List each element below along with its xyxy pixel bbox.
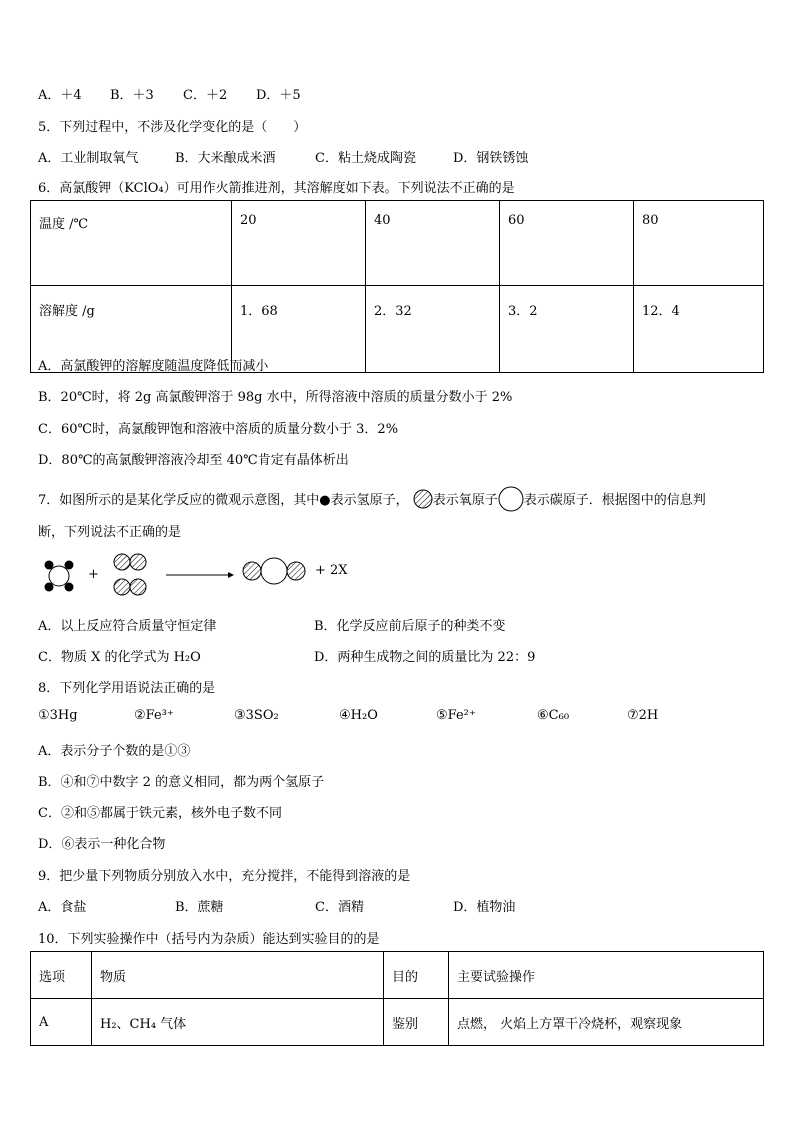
q9-option-a: A．食盐 bbox=[38, 900, 87, 915]
q5-stem: 5．下列过程中，不涉及化学变化的是（ ） bbox=[38, 120, 307, 135]
q7-stem bbox=[38, 486, 706, 512]
table-cell: A bbox=[31, 999, 92, 1046]
q8-option-b: B．④和⑦中数字 2 的意义相同，都为两个氢原子 bbox=[38, 775, 325, 790]
experiment-table bbox=[30, 951, 764, 1046]
q6-option-a: A．高氯酸钾的溶解度随温度降低而减小 bbox=[38, 359, 269, 374]
q7-stem-part: 表示氧原子 bbox=[432, 493, 498, 508]
carbon-atom-icon bbox=[498, 486, 524, 512]
q5-option-c: C．粘土烧成陶瓷 bbox=[315, 151, 416, 166]
q6-stem: 6．高氯酸钾（KClO₄）可用作火箭推进剂，其溶解度如下表。下列说法不正确的是 bbox=[38, 181, 515, 196]
table-header-cell: 主要试验操作 bbox=[449, 952, 764, 999]
q7-stem-part: 7．如图所示的是某化学反应的微观示意图，其中●表示氢原子， bbox=[38, 493, 409, 508]
reaction-arrow-icon bbox=[166, 572, 234, 578]
oxygen-molecules-icon bbox=[114, 554, 146, 595]
q9-option-b: B．蔗糖 bbox=[175, 900, 224, 915]
table-cell: 3．2 bbox=[500, 286, 634, 373]
table-row bbox=[31, 999, 764, 1046]
methane-molecule-icon bbox=[45, 561, 74, 592]
chem-symbol: ⑤Fe²⁺ bbox=[436, 708, 476, 723]
table-cell: 点燃， 火焰上方罩干冷烧杯，观察现象 bbox=[449, 999, 764, 1046]
table-cell: 80 bbox=[634, 201, 764, 286]
q10-stem: 10．下列实验操作中（括号内为杂质）能达到实验目的的是 bbox=[38, 932, 380, 947]
chem-symbol: ③3SO₂ bbox=[234, 708, 279, 723]
chem-symbol: ②Fe³⁺ bbox=[134, 708, 174, 723]
table-cell: 60 bbox=[500, 201, 634, 286]
chem-symbol: ⑦2H bbox=[627, 708, 659, 723]
chem-symbol: ①3Hg bbox=[38, 708, 78, 723]
reaction-product-x: + 2X bbox=[315, 563, 348, 578]
q4-option-a: A．＋4 bbox=[38, 88, 82, 103]
q4-option-d: D．＋5 bbox=[256, 88, 301, 103]
q5-option-d: D．钢铁锈蚀 bbox=[453, 151, 529, 166]
q7-stem-continued: 断，下列说法不正确的是 bbox=[38, 525, 182, 540]
q4-option-c: C．＋2 bbox=[183, 88, 228, 103]
q9-option-c: C．酒精 bbox=[315, 900, 364, 915]
solubility-table bbox=[30, 200, 764, 373]
table-cell: 12．4 bbox=[634, 286, 764, 373]
table-cell: 温度 /℃ bbox=[31, 201, 232, 286]
q7-option-b: B．化学反应前后原子的种类不变 bbox=[314, 619, 506, 634]
q6-option-c: C．60℃时，高氯酸钾饱和溶液中溶质的质量分数小于 3．2% bbox=[38, 422, 399, 437]
table-cell: 40 bbox=[366, 201, 500, 286]
chem-symbol: ④H₂O bbox=[339, 708, 378, 723]
q8-option-a: A．表示分子个数的是①③ bbox=[38, 744, 191, 759]
oxygen-atom-icon bbox=[413, 489, 433, 509]
q4-option-b: B．＋3 bbox=[110, 88, 154, 103]
q8-option-d: D．⑥表示一种化合物 bbox=[38, 837, 166, 852]
q5-option-a: A．工业制取氧气 bbox=[38, 151, 139, 166]
table-row bbox=[31, 952, 764, 999]
q7-option-a: A．以上反应符合质量守恒定律 bbox=[38, 619, 217, 634]
carbon-dioxide-molecule-icon bbox=[243, 558, 305, 584]
q6-option-b: B．20℃时，将 2g 高氯酸钾溶于 98g 水中，所得溶液中溶质的质量分数小于 2% bbox=[38, 390, 513, 405]
q7-stem-part: 表示碳原子．根据图中的信息判 bbox=[523, 493, 706, 508]
table-header-cell: 目的 bbox=[384, 952, 449, 999]
table-cell: 2．32 bbox=[366, 286, 500, 373]
q6-option-d: D．80℃的高氯酸钾溶液冷却至 40℃肯定有晶体析出 bbox=[38, 453, 349, 468]
table-cell: 溶解度 /g bbox=[31, 286, 232, 373]
q8-option-c: C．②和⑤都属于铁元素，核外电子数不同 bbox=[38, 806, 282, 821]
table-cell: 1．68 bbox=[232, 286, 366, 373]
table-row bbox=[31, 201, 764, 286]
reaction-plus: + bbox=[88, 567, 99, 582]
q9-stem: 9．把少量下列物质分别放入水中，充分搅拌，不能得到溶液的是 bbox=[38, 869, 411, 884]
table-cell: 鉴别 bbox=[384, 999, 449, 1046]
table-cell: H₂、CH₄ 气体 bbox=[92, 999, 384, 1046]
table-cell: 20 bbox=[232, 201, 366, 286]
q7-option-d: D．两种生成物之间的质量比为 22：9 bbox=[314, 650, 536, 665]
table-header-cell: 物质 bbox=[92, 952, 384, 999]
q8-stem: 8．下列化学用语说法正确的是 bbox=[38, 681, 216, 696]
chem-symbol: ⑥C₆₀ bbox=[537, 708, 570, 723]
q5-option-b: B．大米酿成米酒 bbox=[175, 151, 276, 166]
q9-option-d: D．植物油 bbox=[453, 900, 516, 915]
table-header-cell: 选项 bbox=[31, 952, 92, 999]
q7-option-c: C．物质 X 的化学式为 H₂O bbox=[38, 650, 201, 665]
